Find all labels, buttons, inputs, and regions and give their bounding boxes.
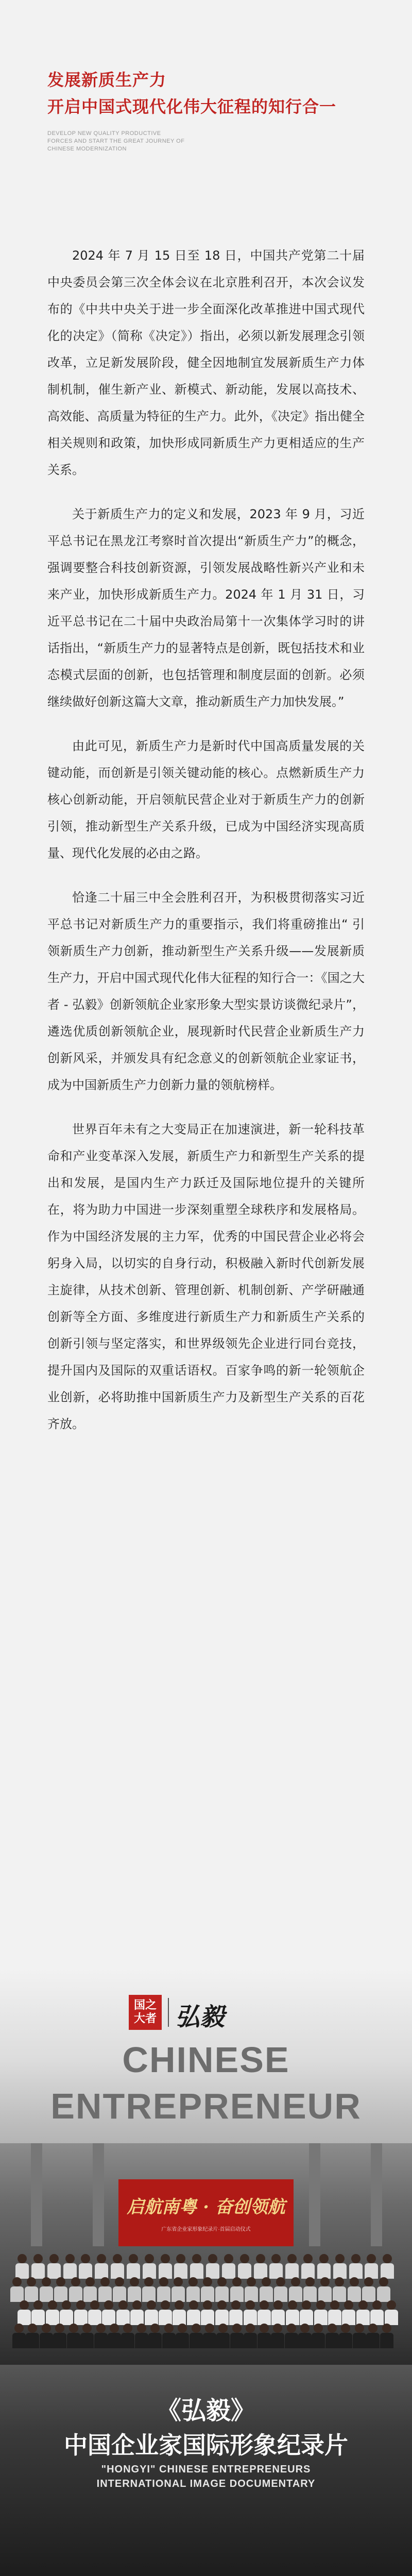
person-head [192, 2254, 201, 2263]
person-body [88, 2310, 101, 2325]
person-body [69, 2286, 82, 2302]
person-head [335, 2277, 344, 2286]
person-body [174, 2263, 187, 2279]
person-body [46, 2310, 59, 2325]
person-head [161, 2300, 170, 2310]
person-body [300, 2310, 313, 2325]
person-body [215, 2310, 229, 2325]
person-body [53, 2333, 66, 2348]
person-body [271, 2310, 285, 2325]
person-body [317, 2263, 331, 2279]
person-head [42, 2324, 51, 2333]
person-body [18, 2310, 31, 2325]
person-body [31, 2263, 45, 2279]
person-head [246, 2300, 255, 2310]
person-body [187, 2310, 200, 2325]
person-head [247, 2277, 256, 2286]
stage-caption: 广东省企业家形象纪录片·首届启动仪式 [161, 2227, 251, 2232]
crowd-row [10, 2254, 402, 2280]
person-head [65, 2254, 75, 2263]
person-head [273, 2324, 282, 2333]
person-head [287, 2254, 297, 2263]
english-subtitle-line: DEVELOP NEW QUALITY PRODUCTIVE [47, 130, 161, 137]
person-body [370, 2310, 384, 2325]
english-subtitle [47, 130, 243, 153]
person-body [238, 2263, 251, 2279]
person-head [288, 2300, 297, 2310]
person-head [62, 2300, 71, 2310]
person-head [303, 2254, 313, 2263]
person-head [367, 2254, 376, 2263]
english-subtitle-line: FORCES AND START THE GREAT JOURNEY OF [47, 138, 185, 144]
person-body [54, 2286, 67, 2302]
person-body [348, 2286, 361, 2302]
person-body [230, 2286, 244, 2302]
person-head [383, 2254, 392, 2263]
person-body [201, 2310, 214, 2325]
person-body [356, 2310, 370, 2325]
person-head [387, 2300, 396, 2310]
person-head [203, 2277, 212, 2286]
person-body [285, 2263, 299, 2279]
person-body [328, 2310, 341, 2325]
person-head [287, 2324, 296, 2333]
person-head [115, 2277, 124, 2286]
documentary-banner [0, 1968, 412, 2576]
person-body [121, 2333, 134, 2348]
person-body [285, 2333, 298, 2348]
person-body [312, 2333, 325, 2348]
person-body [258, 2333, 271, 2348]
person-head [368, 2324, 377, 2333]
logo-text: 国之 [133, 1999, 157, 2012]
person-head [118, 2300, 128, 2310]
person-body [353, 2333, 366, 2348]
person-body [142, 2286, 156, 2302]
person-head [175, 2300, 184, 2310]
person-head [319, 2254, 329, 2263]
person-body [286, 2310, 299, 2325]
person-head [85, 2277, 95, 2286]
person-head [130, 2277, 139, 2286]
person-head [217, 2277, 227, 2286]
person-head [97, 2254, 106, 2263]
person-head [300, 2324, 310, 2333]
person-head [110, 2324, 119, 2333]
paragraph-4: 恰逢二十届三中全会胜利召开，为积极贯彻落实习近平总书记对新质生产力的重要指示，我们将重磅推出“ 引领新质生产力创新，推动新型生产关系升级——发展新质生产力，开启中国式现代化伟大征程的知行合一：《国之大者 - 弘毅》创新领航企业家形象大型实景访谈微纪录片”，遴选优质创新领航企业，展现新时代民营企业新质生产力创新风采，并颁发具有纪念意义的创新领航企业家证书，成为中国新质生产力创新力量的领航榜样。 [47, 890, 365, 1092]
person-head [218, 2324, 228, 2333]
person-head [271, 2254, 281, 2263]
person-body [203, 2333, 216, 2348]
person-body [12, 2333, 26, 2348]
person-head [123, 2324, 132, 2333]
person-body [222, 2263, 235, 2279]
person-body [130, 2310, 144, 2325]
person-head [14, 2324, 24, 2333]
person-head [320, 2277, 330, 2286]
person-head [147, 2300, 156, 2310]
person-body [190, 2333, 203, 2348]
person-head [260, 2300, 269, 2310]
crowd-row [10, 2300, 402, 2326]
person-head [71, 2277, 80, 2286]
person-body [229, 2310, 243, 2325]
person-body [79, 2263, 92, 2279]
person-body [349, 2263, 363, 2279]
person-body [362, 2286, 375, 2302]
person-head [203, 2300, 212, 2310]
person-body [318, 2286, 332, 2302]
person-body [63, 2263, 77, 2279]
person-body [301, 2263, 315, 2279]
person-body [215, 2286, 229, 2302]
person-body [333, 2263, 347, 2279]
documentary-subtitle-cn: 中国企业家国际形象纪录片 [64, 2431, 348, 2459]
person-body [190, 2263, 203, 2279]
person-head [56, 2277, 65, 2286]
paragraph-2: 关于新质生产力的定义和发展，2023 年 9 月，习近平总书记在黑龙江考察时首次提出“新质生产力”的概念，强调要整合科技创新资源，引领发展战略性新兴产业和未来产业，加快形成新质生产力。2024 年 1 月 31 日，习近平总书记在二十届中央政治局第十一次集体学习时的讲话指出，“新质生产力的显著特点是创新，既包括技术和业态模式层面的创新，也包括管理和制度层面的创新。必须继续做好创新这篇大文章，推动新质生产力加快发展。” [47, 507, 365, 709]
person-head [344, 2300, 353, 2310]
person-body [116, 2310, 130, 2325]
person-head [178, 2324, 187, 2333]
hongyi-calligraphy-logo: 弘毅 [175, 2003, 225, 2031]
person-body [173, 2310, 186, 2325]
person-head [137, 2324, 146, 2333]
person-head [81, 2254, 90, 2263]
person-head [240, 2254, 249, 2263]
person-body [98, 2286, 112, 2302]
ceiling-beam [93, 2143, 104, 2246]
person-head [305, 2277, 315, 2286]
person-body [145, 2310, 158, 2325]
person-body [244, 2310, 257, 2325]
person-body [40, 2333, 53, 2348]
person-body [258, 2310, 271, 2325]
person-body [171, 2286, 185, 2302]
person-head [302, 2300, 311, 2310]
guozhidazhe-logo [129, 1995, 162, 2030]
person-head [291, 2277, 300, 2286]
paragraph-5: 世界百年未有之大变局正在加速演进，新一轮科技革命和产业变革深入发展，新质生产力和新型生产关系的提出和发展，是国内生产力跃迁及国际地位提升的关键所在，将为助力中国进一步深刻重塑全球秩序和发展格局。作为中国经济发展的主力军，优秀的中国民营企业必将会躬身入局，以切实的自身行动，积极融入新时代创新发展主旋律，从技术创新、管理创新、机制创新、产学研融通创新等全方面、多维度进行新质生产力和新质生产关系的创新引领与坚定落实，和世界级领先企业进行同台竞技，提升国内及国际的双重话语权。百家争鸣的新一轮领航企业创新，必将助推中国新质生产力及新型生产关系的百花齐放。 [47, 1122, 365, 1431]
banner-word-chinese: CHINESE [122, 2040, 290, 2080]
person-head [20, 2300, 29, 2310]
person-body [303, 2286, 317, 2302]
person-body [269, 2263, 283, 2279]
person-head [355, 2324, 364, 2333]
person-head [205, 2324, 214, 2333]
person-body [67, 2333, 80, 2348]
banner-word-entrepreneur: ENTREPRENEUR [50, 2086, 362, 2126]
person-head [113, 2254, 122, 2263]
person-body [47, 2263, 61, 2279]
person-head [372, 2300, 382, 2310]
person-body [25, 2286, 38, 2302]
person-head [328, 2324, 337, 2333]
person-head [224, 2254, 233, 2263]
stage-slogan: 启航南粤 · 奋创领航 [127, 2197, 285, 2217]
person-head [351, 2254, 360, 2263]
person-head [129, 2254, 138, 2263]
person-body [230, 2333, 244, 2348]
person-head [28, 2324, 37, 2333]
person-body [148, 2333, 162, 2348]
person-body [339, 2333, 352, 2348]
documentary-title-en-line-1: "HONGYI" CHINESE ENTREPRENEURS [101, 2464, 311, 2475]
person-body [342, 2310, 355, 2325]
person-body [314, 2310, 328, 2325]
person-head [379, 2277, 388, 2286]
crowd-row [10, 2324, 402, 2349]
person-body [15, 2263, 29, 2279]
person-head [161, 2254, 170, 2263]
person-body [365, 2263, 378, 2279]
person-body [31, 2310, 45, 2325]
person-head [189, 2300, 198, 2310]
person-body [244, 2333, 257, 2348]
person-body [201, 2286, 214, 2302]
person-head [260, 2324, 269, 2333]
person-body [113, 2286, 126, 2302]
person-head [256, 2254, 265, 2263]
person-body [176, 2333, 189, 2348]
person-head [341, 2324, 350, 2333]
person-body [245, 2286, 258, 2302]
person-body [94, 2333, 108, 2348]
group-photo [0, 2143, 412, 2365]
person-head [314, 2324, 323, 2333]
person-head [76, 2300, 85, 2310]
person-body [40, 2286, 53, 2302]
person-head [276, 2277, 285, 2286]
person-body [333, 2286, 346, 2302]
person-body [298, 2333, 312, 2348]
person-body [111, 2263, 124, 2279]
person-head [42, 2277, 51, 2286]
logo-divider [168, 1998, 169, 2027]
person-head [350, 2277, 359, 2286]
person-body [26, 2333, 39, 2348]
person-body [80, 2333, 94, 2348]
person-head [82, 2324, 92, 2333]
person-head [132, 2300, 142, 2310]
ceiling-beam [371, 2143, 382, 2246]
ceiling-beam [309, 2143, 320, 2246]
person-body [254, 2263, 267, 2279]
paragraph-1: 2024 年 7 月 15 日至 18 日，中国共产党第二十届中央委员会第三次全体会议在北京胜利召开，本次会议发布的《中共中央关于进一步全面深化改革推进中国式现代化的决定》（简称《决定》）指出，必须以新发展理念引领改革，立足新发展阶段，健全因地制宜发展新质生产力体制机制，催生新产业、新模式、新动能，发展以高技术、高效能、高质量为特征的生产力。此外，《决定》指出健全相关规则和政策，加快形成同新质生产力更相适应的生产关系。 [47, 248, 365, 477]
person-body [381, 2263, 394, 2279]
person-body [60, 2310, 73, 2325]
person-body [260, 2286, 273, 2302]
person-head [55, 2324, 64, 2333]
person-head [33, 2254, 43, 2263]
person-head [246, 2324, 255, 2333]
person-body [128, 2286, 141, 2302]
person-head [382, 2324, 391, 2333]
page-title-line-2: 开启中国式现代化伟大征程的知行合一 [47, 97, 337, 116]
person-head [104, 2300, 113, 2310]
person-head [49, 2254, 59, 2263]
person-head [33, 2300, 43, 2310]
paragraph-3: 由此可见，新质生产力是新时代中国高质量发展的关键动能，而创新是引领关键动能的核心。点燃新质生产力核心创新动能，开启领航民营企业对于新质生产力的创新引领，推动新型生产关系升级，已成为中国经济实现高质量、现代化发展的必由之路。 [47, 739, 365, 860]
person-head [27, 2277, 36, 2286]
person-body [216, 2333, 230, 2348]
person-body [10, 2286, 24, 2302]
person-head [335, 2254, 345, 2263]
person-head [150, 2324, 160, 2333]
person-head [273, 2300, 283, 2310]
article-header [0, 0, 412, 185]
person-body [206, 2263, 219, 2279]
person-head [48, 2300, 57, 2310]
person-body [127, 2263, 140, 2279]
person-body [159, 2263, 172, 2279]
person-head [176, 2254, 185, 2263]
documentary-title-cn: 《弘毅》 [156, 2396, 255, 2425]
page-title-line-1: 发展新质生产力 [47, 70, 167, 90]
person-head [262, 2277, 271, 2286]
person-head [192, 2324, 201, 2333]
person-head [231, 2300, 241, 2310]
person-head [159, 2277, 168, 2286]
person-head [217, 2300, 227, 2310]
person-body [83, 2286, 97, 2302]
person-head [100, 2277, 110, 2286]
person-head [145, 2254, 154, 2263]
crowd-row [10, 2277, 402, 2303]
person-body [143, 2263, 156, 2279]
person-body [95, 2263, 108, 2279]
person-head [12, 2277, 22, 2286]
person-head [18, 2254, 27, 2263]
person-head [174, 2277, 183, 2286]
person-head [364, 2277, 373, 2286]
article-body [47, 242, 365, 1455]
person-body [74, 2310, 88, 2325]
person-head [316, 2300, 325, 2310]
person-body [380, 2333, 393, 2348]
person-head [90, 2300, 99, 2310]
person-body [162, 2333, 176, 2348]
documentary-title-en-line-2: INTERNATIONAL IMAGE DOCUMENTARY [96, 2478, 316, 2489]
person-head [208, 2254, 217, 2263]
person-head [232, 2324, 242, 2333]
english-subtitle-line: CHINESE MODERNIZATION [47, 146, 127, 152]
person-body [274, 2286, 287, 2302]
logo-text: 大者 [133, 2012, 157, 2025]
person-head [96, 2324, 106, 2333]
person-body [289, 2286, 302, 2302]
person-body [135, 2333, 148, 2348]
person-body [108, 2333, 121, 2348]
person-head [69, 2324, 78, 2333]
person-body [366, 2333, 380, 2348]
person-body [377, 2286, 390, 2302]
person-body [271, 2333, 284, 2348]
person-body [102, 2310, 115, 2325]
person-head [188, 2277, 198, 2286]
person-body [159, 2310, 172, 2325]
person-head [330, 2300, 339, 2310]
person-body [186, 2286, 200, 2302]
person-head [164, 2324, 174, 2333]
person-body [325, 2333, 339, 2348]
person-body [385, 2310, 398, 2325]
person-head [144, 2277, 153, 2286]
person-head [232, 2277, 242, 2286]
ceiling-beam [31, 2143, 42, 2246]
person-body [157, 2286, 170, 2302]
person-head [358, 2300, 368, 2310]
